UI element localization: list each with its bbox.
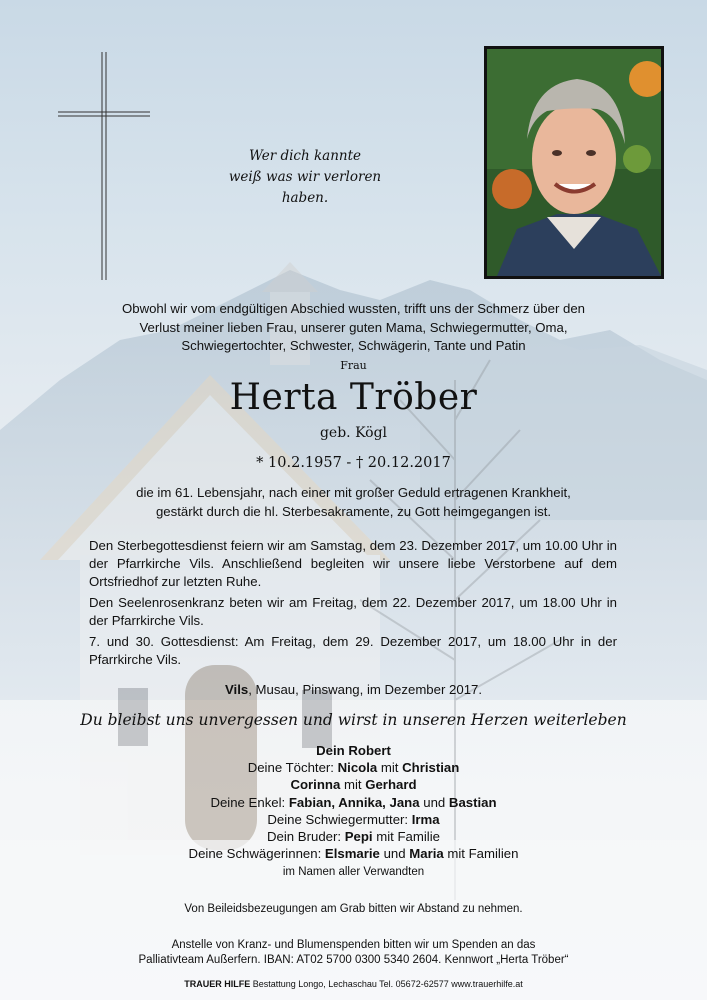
life-text: [0, 484, 707, 521]
intro-line-1: Obwohl wir vom endgültigen Abschied wussten, trifft uns der Schmerz über den: [121, 301, 586, 316]
family-daughter-2: Corinna mit Gerhard: [290, 777, 417, 793]
place-rest: , Musau, Pinswang, im Dezember 2017.: [248, 682, 483, 697]
quote-line-1: Wer dich kannte: [248, 148, 362, 164]
family-brother: Dein Bruder: Pepi mit Familie: [267, 829, 440, 845]
family-list: [0, 742, 707, 882]
condolence-note: Von Beileidsbezeugungen am Grab bitten wir Abstand zu nehmen.: [184, 903, 523, 915]
intro-line-2: Verlust meiner lieben Frau, unserer guten Mama, Schwiegermutter, Oma,: [139, 319, 568, 335]
footer-text: Bestattung Longo, Lechaschau Tel. 05672-62577 www.trauerhilfe.at: [250, 979, 523, 989]
family-daughters: Deine Töchter: Nicola mit Christian: [247, 760, 460, 776]
donation-line-2: Palliativteam Außerfern. IBAN: AT02 5700 0300 5340 2604. Kennwort „Herta Tröber“: [138, 954, 569, 966]
family-relatives: im Namen aller Verwandten: [282, 866, 425, 879]
family-husband: Dein Robert: [316, 743, 391, 758]
life-line-1: die im 61. Lebensjahr, nach einer mit großer Geduld ertragenen Krankheit,: [136, 485, 571, 500]
life-dates: * 10.2.1957 - † 20.12.2017: [256, 455, 451, 471]
footer-credit: [0, 979, 707, 989]
intro-text: [0, 300, 707, 356]
quote-line-2: weiß was wir verloren haben.: [228, 169, 382, 206]
family-sisters-in-law: Deine Schwägerinnen: Elsmarie und Maria mit Familien: [188, 846, 519, 862]
place-date-line: [0, 682, 707, 697]
deceased-name: Herta Tröber: [229, 377, 478, 418]
family-mother-in-law: Deine Schwiegermutter: Irma: [267, 811, 440, 827]
donation-line-1: Anstelle von Kranz- und Blumenspenden bitten wir um Spenden an das: [171, 939, 536, 951]
memorial-quote: [210, 146, 400, 209]
portrait-photo: [487, 49, 661, 276]
birth-name: geb. Kögl: [319, 425, 388, 441]
footer-brand: TRAUER HILFE: [184, 979, 251, 989]
cross-icon: [58, 52, 150, 280]
motto: Du bleibst uns unvergessen und wirst in unseren Herzen weiterleben: [80, 711, 627, 729]
title-frau: Frau: [340, 359, 367, 372]
memorial-mass-paragraph: 7. und 30. Gottesdienst: Am Freitag, dem 29. Dezember 2017, um 18.00 Uhr in der Pfarrkirche Vils.: [89, 634, 617, 668]
portrait-frame: [484, 46, 664, 279]
intro-line-3: Schwiegertochter, Schwester, Schwägerin, Tante und Patin: [181, 338, 526, 353]
rosary-paragraph: Den Seelenrosenkranz beten wir am Freitag, dem 22. Dezember 2017, um 18.00 Uhr in der Pfarrkirche Vils.: [89, 595, 617, 629]
place-bold: Vils: [224, 682, 249, 697]
funeral-paragraph: Den Sterbegottesdienst feiern wir am Samstag, dem 23. Dezember 2017, um 10.00 Uhr in der Pfarrkirche Vils. Anschließend begleiten wir unsere liebe Verstorbene auf dem Ortsfriedhof zur letzten Ruhe.: [89, 538, 617, 590]
family-grandchildren: Deine Enkel: Fabian, Annika, Jana und Bastian: [210, 794, 497, 810]
donation-note: [0, 938, 707, 968]
life-line-2: gestärkt durch die hl. Sterbesakramente, zu Gott heimgegangen ist.: [155, 503, 552, 519]
